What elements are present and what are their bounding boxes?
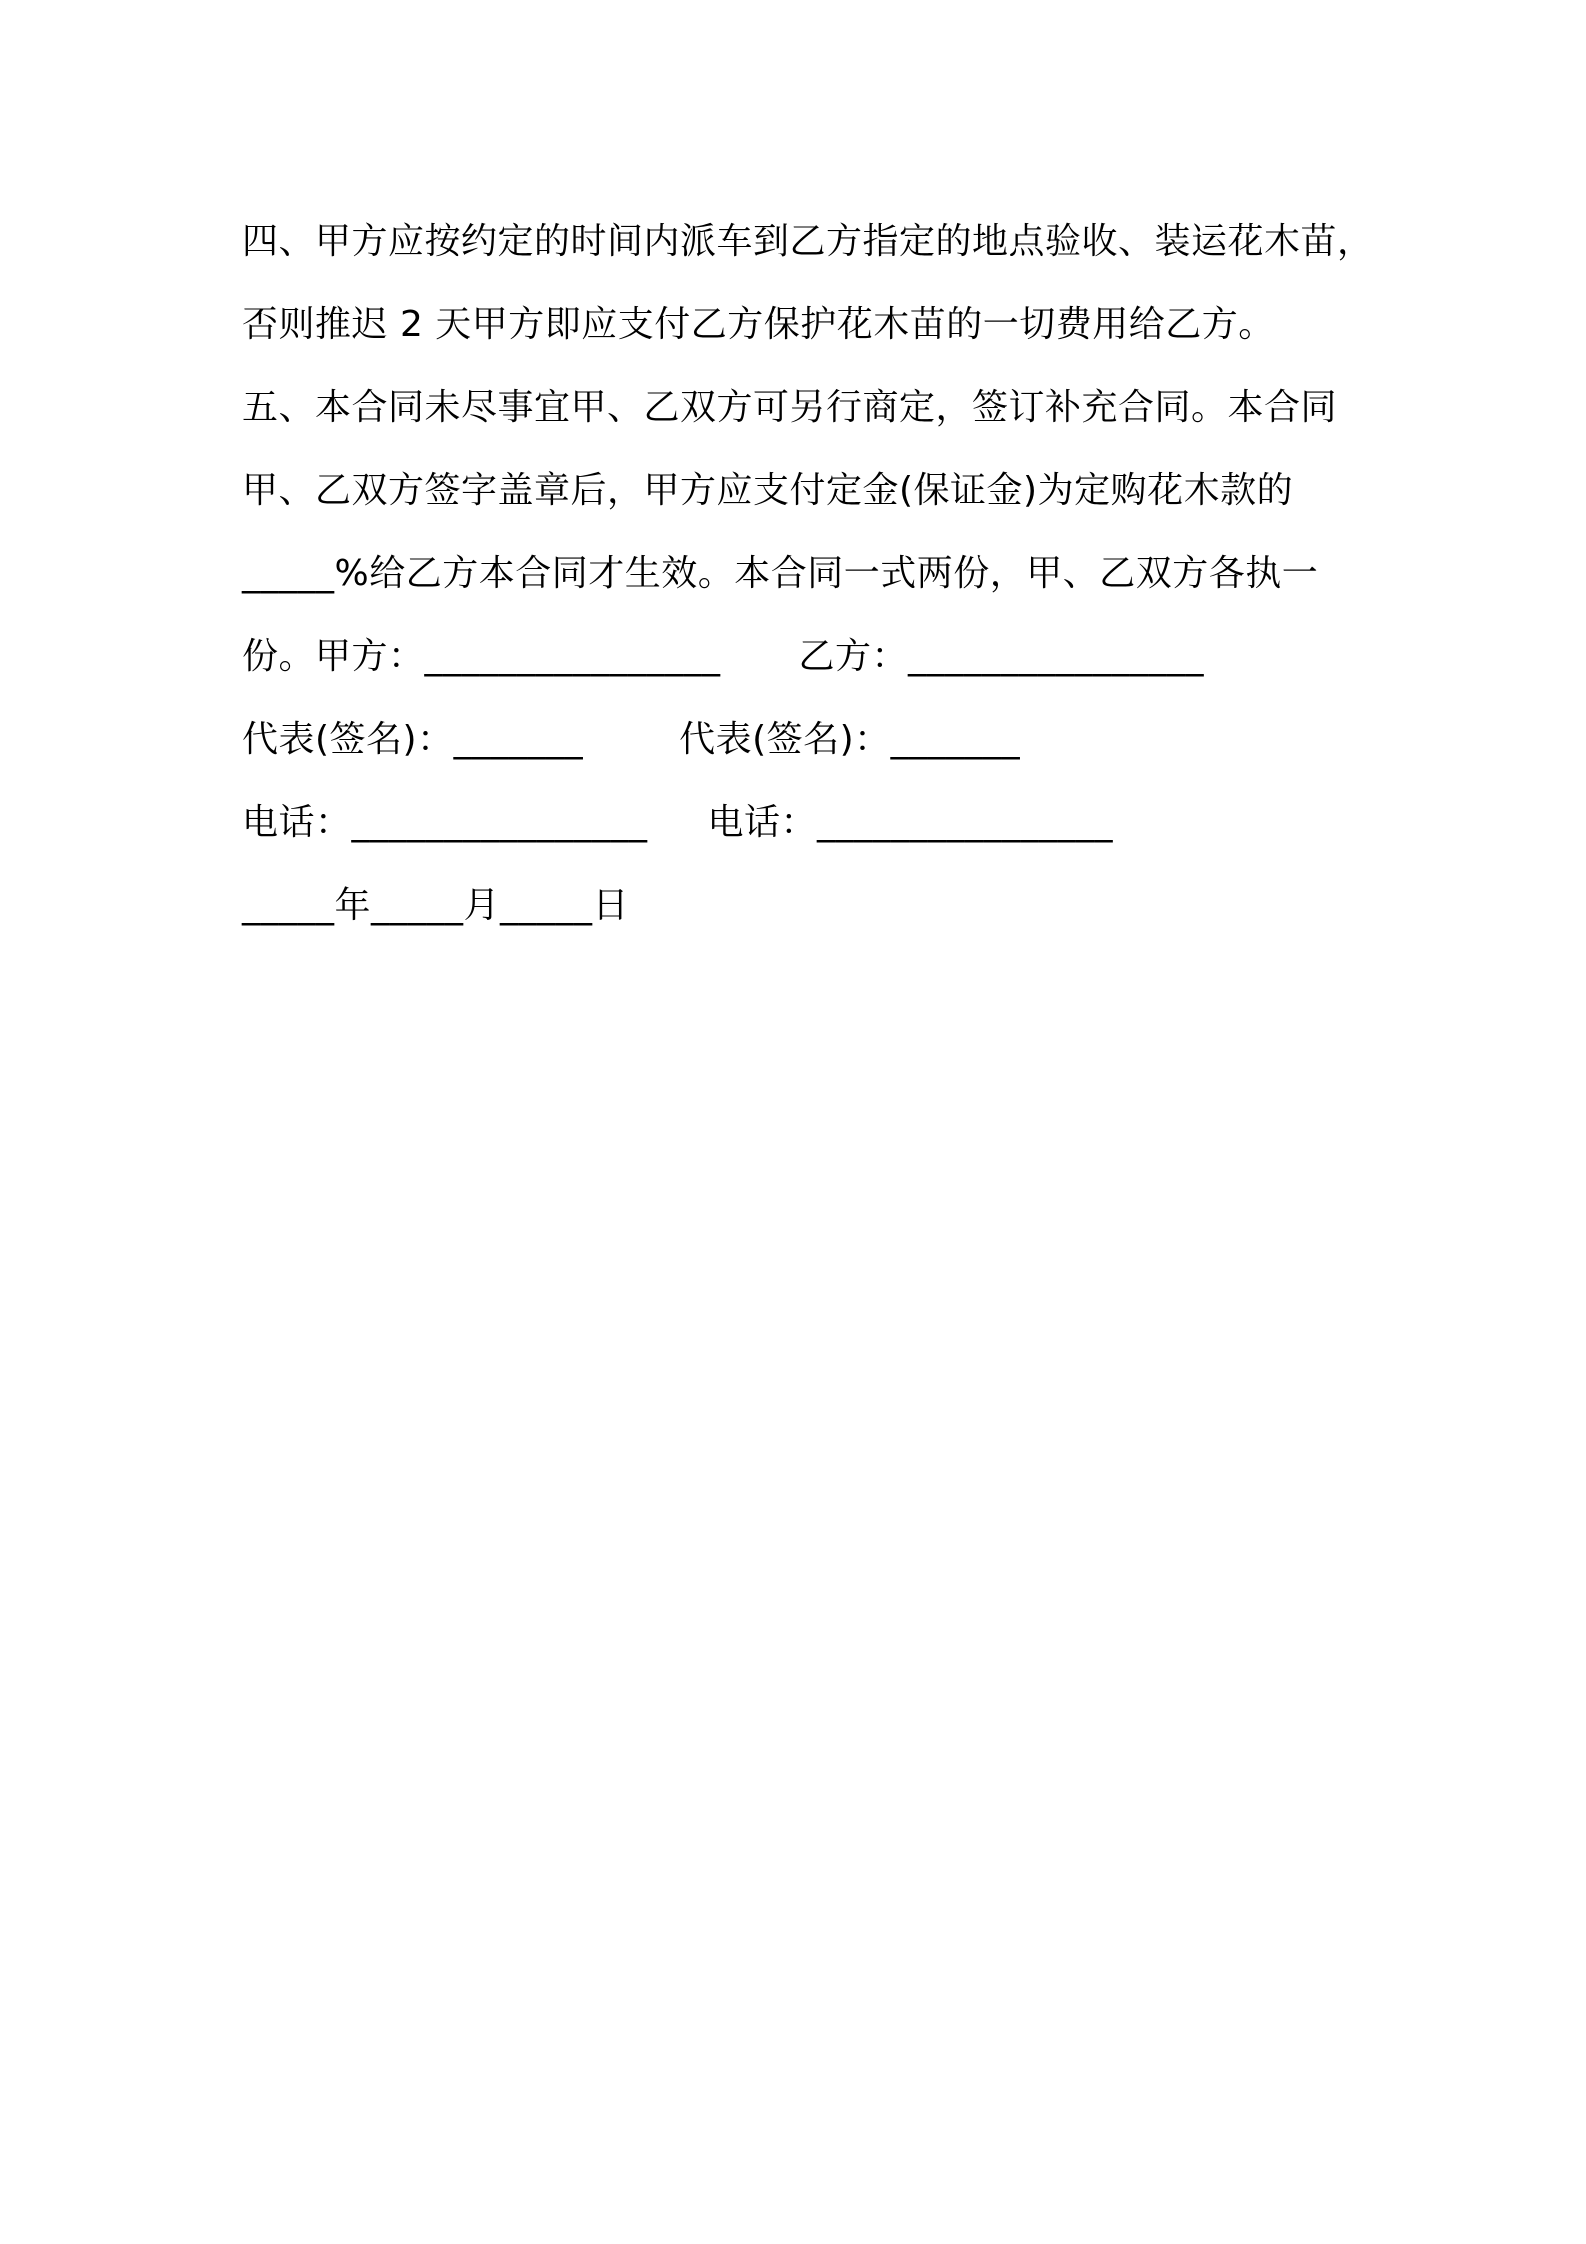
phone-b-field: 电话：________________ bbox=[707, 802, 1114, 843]
clause-5-line-3: _____%给乙方本合同才生效。本合同一式两份，甲、乙双方各执一 bbox=[242, 553, 1319, 594]
party-line bbox=[242, 615, 1362, 698]
clause-5-line-1: 五、本合同未尽事宜甲、乙双方可另行商定，签订补充合同。本合同 bbox=[242, 387, 1338, 428]
date-line: _____年_____月_____日 bbox=[242, 885, 630, 926]
party-a-field: 份。甲方：________________ bbox=[242, 636, 721, 677]
rep-b-field: 代表(签名)：_______ bbox=[679, 719, 1021, 760]
party-b-field: 乙方：________________ bbox=[798, 636, 1205, 677]
contract-body bbox=[242, 200, 1374, 947]
clause-4-line-1: 四、甲方应按约定的时间内派车到乙方指定的地点验收、装运花木苗， bbox=[242, 221, 1374, 262]
clause-4-line-2: 否则推迟 2 天甲方即应支付乙方保护花木苗的一切费用给乙方。 bbox=[242, 304, 1275, 345]
representative-line bbox=[242, 698, 1362, 781]
clause-5-line-2: 甲、乙双方签字盖章后，甲方应支付定金(保证金)为定购花木款的 bbox=[242, 470, 1294, 511]
phone-line bbox=[242, 781, 1362, 864]
rep-a-field: 代表(签名)：_______ bbox=[242, 719, 584, 760]
phone-a-field: 电话：________________ bbox=[242, 802, 648, 843]
